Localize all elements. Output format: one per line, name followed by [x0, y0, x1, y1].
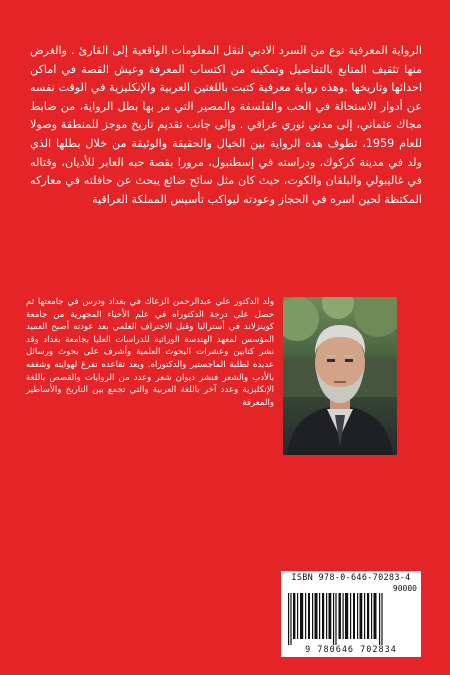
book-blurb: الرواية المعرفية نوع من السرد الادبي لنقل المعلومات الواقعية إلى القارئ . والغرض منها تثقيف المتابع بالتفاصيل وتمكينه من اكتساب المعرفة وعيش القصة في اماكن احداثها وتاريخها .وهذه رواية معرفية كتبت باللغتين العربية والإنكليزية في الوقت نفسه عن أدوار الاستحالة في الحب والفلسفة والمصير التي مر بها بطل الرواية، من ضابط مجاك عثماني، إلى مدني ثوري عراقي . وإلى جانب تقديم تاريخ موجز للمنطقة وصولا للعام 1959، تطوف هذه الرواية بين الخيال والحقيقة والوثيقة من خلال بطلها الذي ولد في مدينة كركوك، ودراسته في إسطنبول، مرورا بقصة حبه العابر للأديان، وقتاله في غاليبولي والبلقان والكوت، حيث كان مثل سائح ضائع يبحث عن حافلته في معاركه المكتظة لحين اسره في الحجاز وعودته ليواكب تأسيس المملكة العراقية: [30, 44, 422, 206]
author-photo: [283, 297, 397, 455]
barcode-bars: [288, 593, 384, 645]
price-code: 90000: [392, 584, 417, 593]
author-bio: ولد الدكتور علي عبدالرحمن الزعاك في بغداد ودرس في جامعتها ثم حصل على درجة الدكتوراه في علم الأحياء المجهرية من جامعة كوينزلاند في أستراليا وقبل الاحتراف العلمي بعد عودته أصبح العميد المؤسس لمعهد الهندسة الوراثية للدراسات العليا بجامعة بغداد وقد نشر كتابين وعشرات البحوث العلمية وأشرف على بحوث ورسائل عديده لطلبة الماجستير والدكتوراه. وبعد تقاعده تفرغ لهوايته وشغفه بالأدب والشعر فنشر ديوان شعر وعدد من الروايات والقصص باللغة الإنكليزية وعدد آخر باللغة العربية والتي تجمع بين التاريخ والأساطير والمعرفة: [26, 297, 274, 408]
ean-digits: 9 780646 702834: [305, 645, 397, 655]
isbn-label: ISBN 978-0-646-70283-4: [291, 573, 411, 583]
isbn-barcode: [281, 571, 421, 657]
